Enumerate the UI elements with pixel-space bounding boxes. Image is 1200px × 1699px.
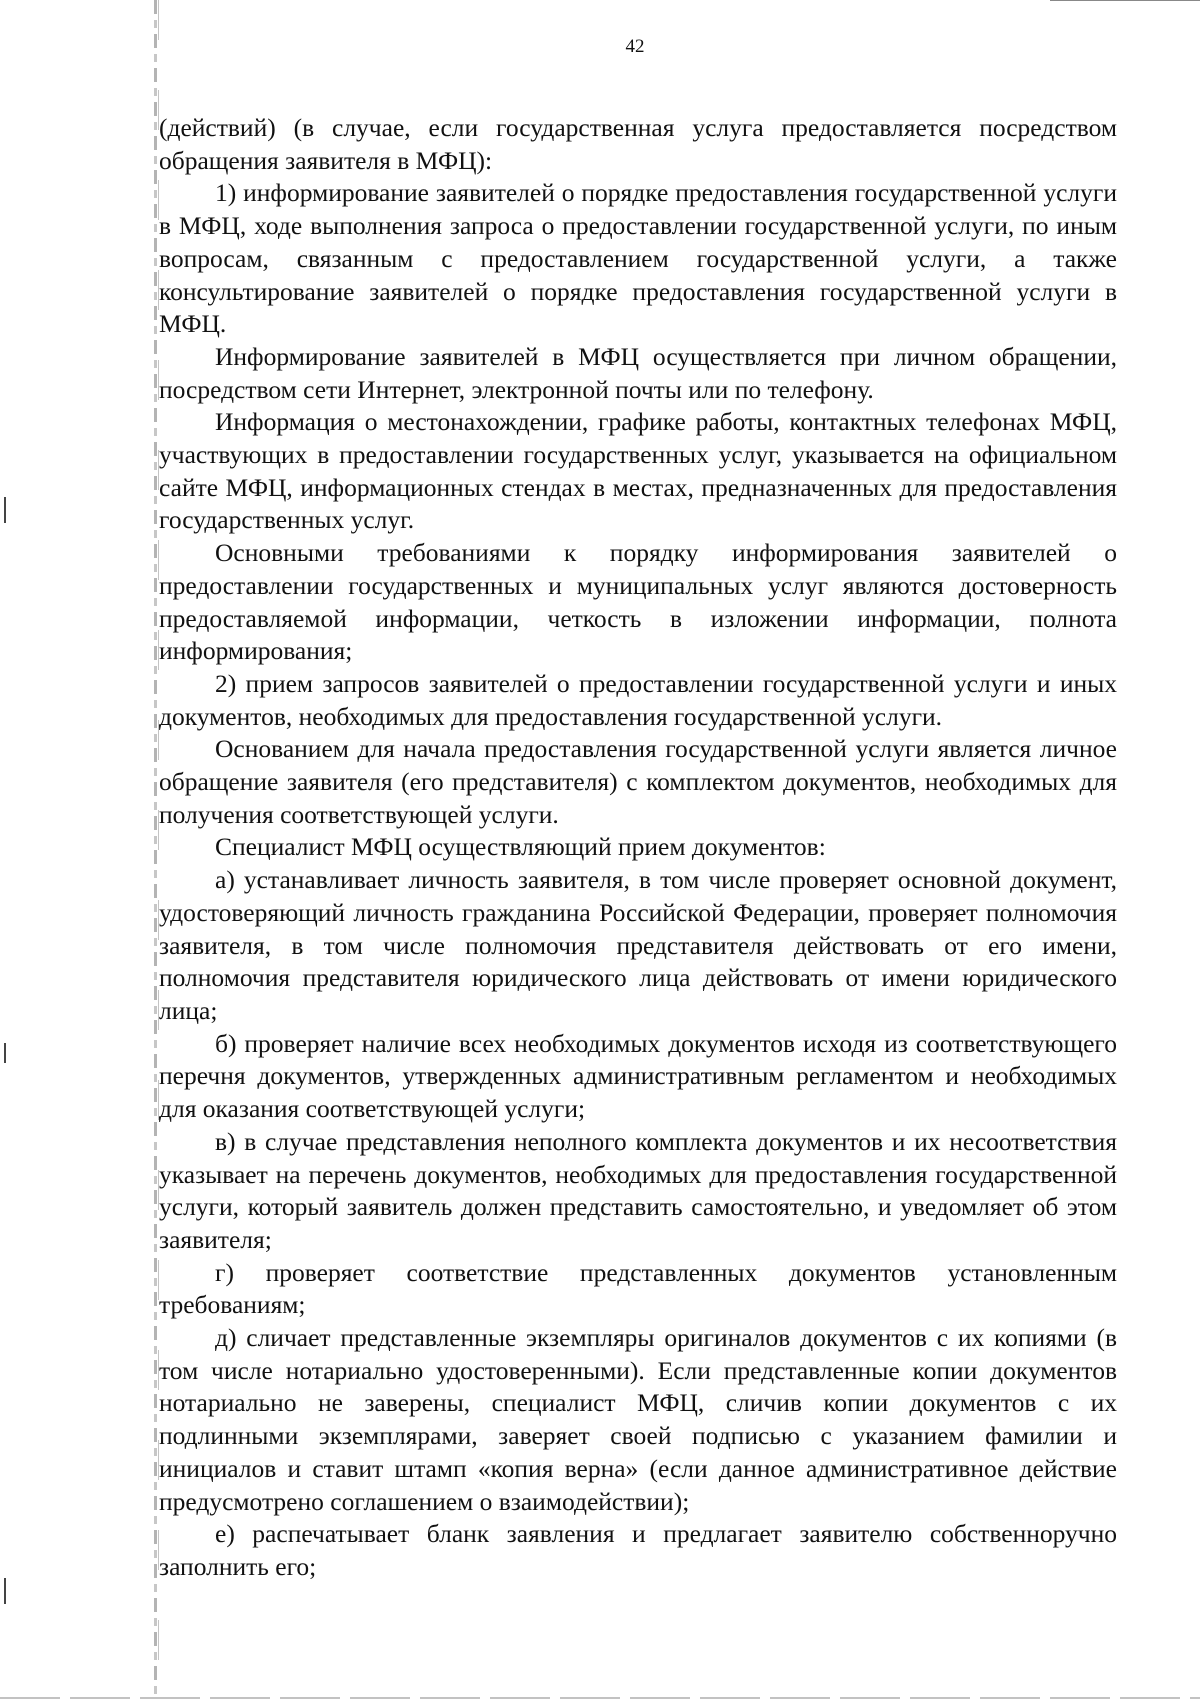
scan-binding-edge <box>154 0 157 1699</box>
paragraph: б) проверяет наличие всех необходимых документов исходя из соответствующего перечня документов, утвержденных административным регламентом и необходимых для оказания соответствующей услуги; <box>159 1028 1117 1124</box>
paragraph: (действий) (в случае, если государственная услуга предоставляется посредством обращения заявителя в МФЦ): <box>159 113 1117 175</box>
paragraph: е) распечатывает бланк заявления и предлагает заявителю собственноручно заполнить его; <box>159 1519 1117 1581</box>
scan-margin-mark <box>4 1578 6 1604</box>
paragraph: Основными требованиями к порядку информирования заявителей о предоставлении государственных и муниципальных услуг являются достоверность предоставляемой информации, четкость в изложении информации, полнота информирования; <box>159 538 1117 666</box>
scan-margin-mark <box>4 1043 6 1063</box>
paragraph: в) в случае представления неполного комплекта документов и их несоответствия указывает на перечень документов, необходимых для предоставления государственной услуги, который заявитель должен представить самостоятельно, и уведомляет об этом заявителя; <box>159 1126 1117 1254</box>
paragraph: Информация о местонахождении, графике работы, контактных телефонах МФЦ, участвующих в предоставлении государственных услуг, указывается на официальном сайте МФЦ, информационных стендах в местах, предназначенных для предоставления государственных услуг. <box>159 407 1117 535</box>
scan-top-edge <box>1050 0 1200 1</box>
paragraph: а) устанавливает личность заявителя, в том числе проверяет основной документ, удостоверяющий личность гражданина Российской Федерации, проверяет полномочия заявителя, в том числе полномочия представителя действовать от его имени, полномочия представителя юридического лица действовать от имени юридического лица; <box>159 865 1117 1025</box>
page-number: 42 <box>625 36 645 57</box>
paragraph: Основанием для начала предоставления государственной услуги является личное обращение заявителя (его представителя) с комплектом документов, необходимых для получения соответствующей услуги. <box>159 734 1117 829</box>
paragraph: 1) информирование заявителей о порядке предоставления государственной услуги в МФЦ, ходе выполнения запроса о предоставлении государственной услуги, по иным вопросам, связанным с предоставлением государственной услуги, а также консультирование заявителей о порядке предоставления государственной услуги в МФЦ. <box>159 178 1117 339</box>
scan-margin-mark <box>4 497 6 523</box>
paragraph: г) проверяет соответствие представленных документов установленным требованиям; <box>159 1257 1117 1320</box>
paragraph: д) сличает представленные экземпляры оригиналов документов с их копиями (в том числе нотариально удостоверенными). Если представленные копии документов нотариально не заверены, специалист МФЦ, сличив копии документов с их подлинными экземплярами, заверяет своей подписью с указанием фамилии и инициалов и ставит штамп «копия верна» (если данное административное действие предусмотрено соглашением о взаимодействии); <box>159 1323 1117 1516</box>
paragraph: Специалист МФЦ осуществляющий прием документов: <box>215 832 826 862</box>
document-body <box>159 112 1117 1584</box>
paragraph: Информирование заявителей в МФЦ осуществляется при личном обращении, посредством сети Интернет, электронной почты или по телефону. <box>159 341 1117 404</box>
paragraph: 2) прием запросов заявителей о предоставлении государственной услуги и иных документов, необходимых для предоставления государственной услуги. <box>159 668 1117 731</box>
